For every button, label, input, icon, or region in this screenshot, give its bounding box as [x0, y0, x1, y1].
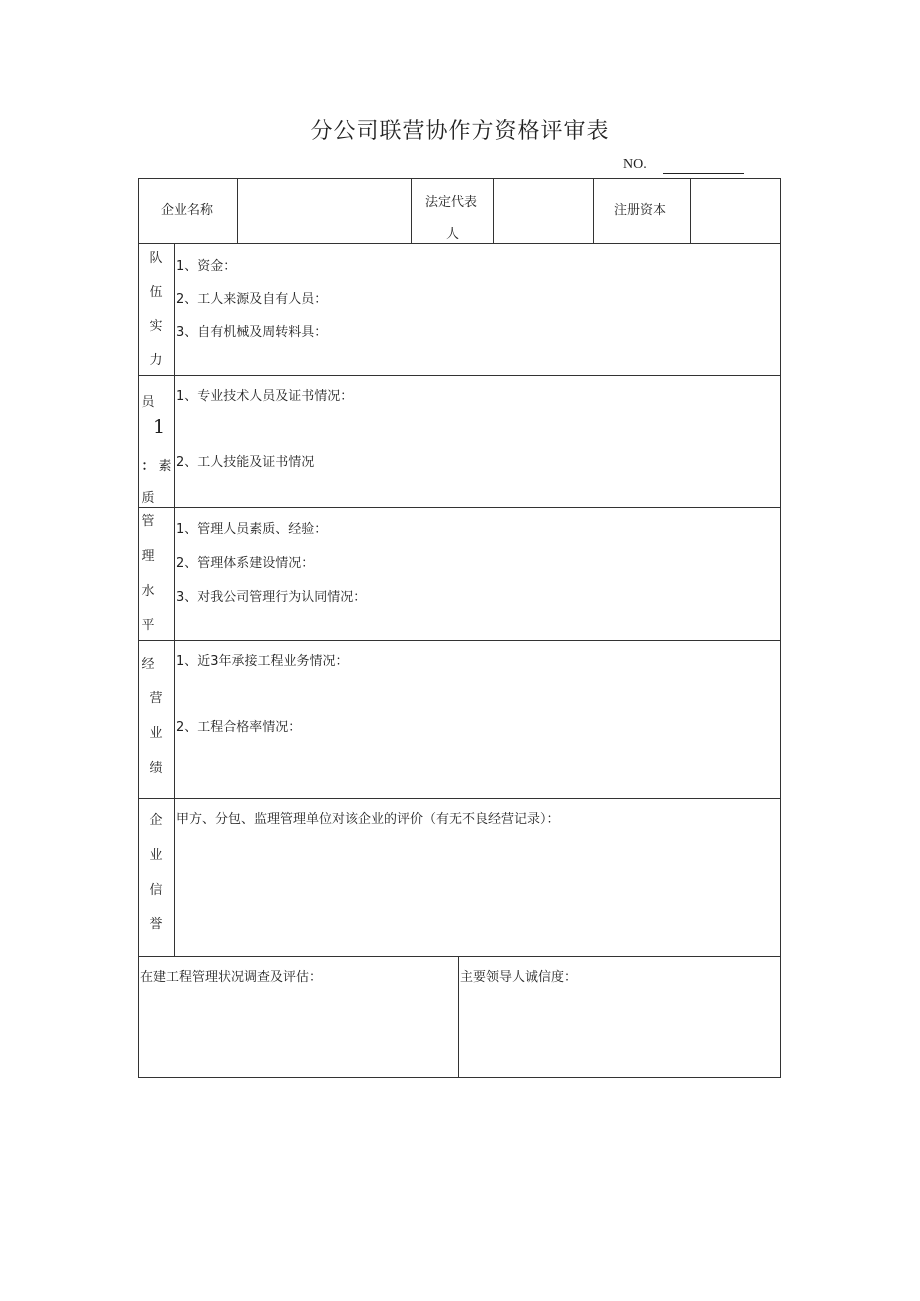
- section-label-char: 水: [141, 584, 155, 599]
- section-label-char: ：: [141, 459, 155, 474]
- col-divider: [593, 178, 594, 243]
- section-label-char: 业: [149, 848, 163, 863]
- section-label-char: 实: [149, 319, 163, 334]
- section-item: 3、自有机械及周转料具：: [176, 325, 328, 340]
- section-label-char: 信: [149, 883, 163, 898]
- section-item: 1、专业技术人员及证书情况：: [176, 389, 354, 404]
- footer-col-divider: [458, 956, 459, 1077]
- section-label-char: 队: [149, 251, 163, 266]
- section-label-char: 业: [149, 726, 163, 741]
- section-item: 2、管理体系建设情况：: [176, 556, 315, 571]
- section-label-char: 平: [141, 618, 155, 633]
- company-name-field[interactable]: [238, 179, 411, 243]
- section-label-char: 经: [141, 657, 155, 672]
- legal-rep-label-line1: 法定代表: [425, 195, 478, 210]
- row-divider: [138, 956, 781, 957]
- form-number-underline: [663, 173, 744, 174]
- legal-rep-label-line2: 人: [446, 227, 460, 242]
- section-label-char: 质: [141, 491, 155, 506]
- row-divider: [138, 507, 781, 508]
- table-border-right: [780, 178, 781, 1078]
- section-label-char: 理: [141, 549, 155, 564]
- col-divider: [411, 178, 412, 243]
- label-col-divider: [174, 243, 175, 956]
- table-border-bottom: [138, 1077, 781, 1078]
- section-item: 1、近3年承接工程业务情况：: [176, 654, 349, 669]
- section-label-management-level: [138, 508, 174, 640]
- section-label-char: 誉: [149, 917, 163, 932]
- section-item: 2、工程合格率情况：: [176, 720, 302, 735]
- section-label-char: 营: [149, 691, 163, 706]
- section-label-char: 员: [141, 395, 155, 410]
- section-label-char: 力: [149, 353, 163, 368]
- section-label-enterprise-reputation: [138, 799, 174, 956]
- section-label-business-performance: [138, 641, 174, 798]
- section-label-char: 素: [158, 459, 172, 474]
- section-label-char: 企: [149, 813, 163, 828]
- row-divider: [138, 798, 781, 799]
- section-item: 2、工人技能及证书情况: [176, 455, 315, 470]
- section-label-char: 伍: [149, 285, 163, 300]
- footer-right-label: 主要领导人诚信度：: [460, 970, 578, 985]
- registered-capital-field[interactable]: [691, 179, 780, 243]
- section-label-team-strength: [138, 244, 174, 375]
- section-label-char: 1: [152, 416, 166, 438]
- row-divider: [138, 243, 781, 244]
- section-item: 甲方、分包、监理管理单位对该企业的评价（有无不良经营记录）：: [176, 812, 560, 827]
- section-item: 3、对我公司管理行为认同情况：: [176, 590, 367, 605]
- form-number-label: NO.: [623, 157, 647, 172]
- legal-rep-field[interactable]: [494, 179, 593, 243]
- row-divider: [138, 640, 781, 641]
- section-item: 1、资金：: [176, 259, 237, 274]
- section-item: 2、工人来源及自有人员：: [176, 292, 328, 307]
- section-item: 1、管理人员素质、经验：: [176, 522, 328, 537]
- registered-capital-label: 注册资本: [614, 203, 667, 218]
- company-name-label: 企业名称: [161, 203, 214, 218]
- section-label-char: 管: [141, 514, 155, 529]
- page-title: 分公司联营协作方资格评审表: [310, 119, 610, 144]
- section-label-personnel-quality: [138, 376, 174, 507]
- table-border-top: [138, 178, 781, 179]
- section-label-char: 绩: [149, 761, 163, 776]
- footer-left-label: 在建工程管理状况调查及评估：: [140, 970, 323, 985]
- row-divider: [138, 375, 781, 376]
